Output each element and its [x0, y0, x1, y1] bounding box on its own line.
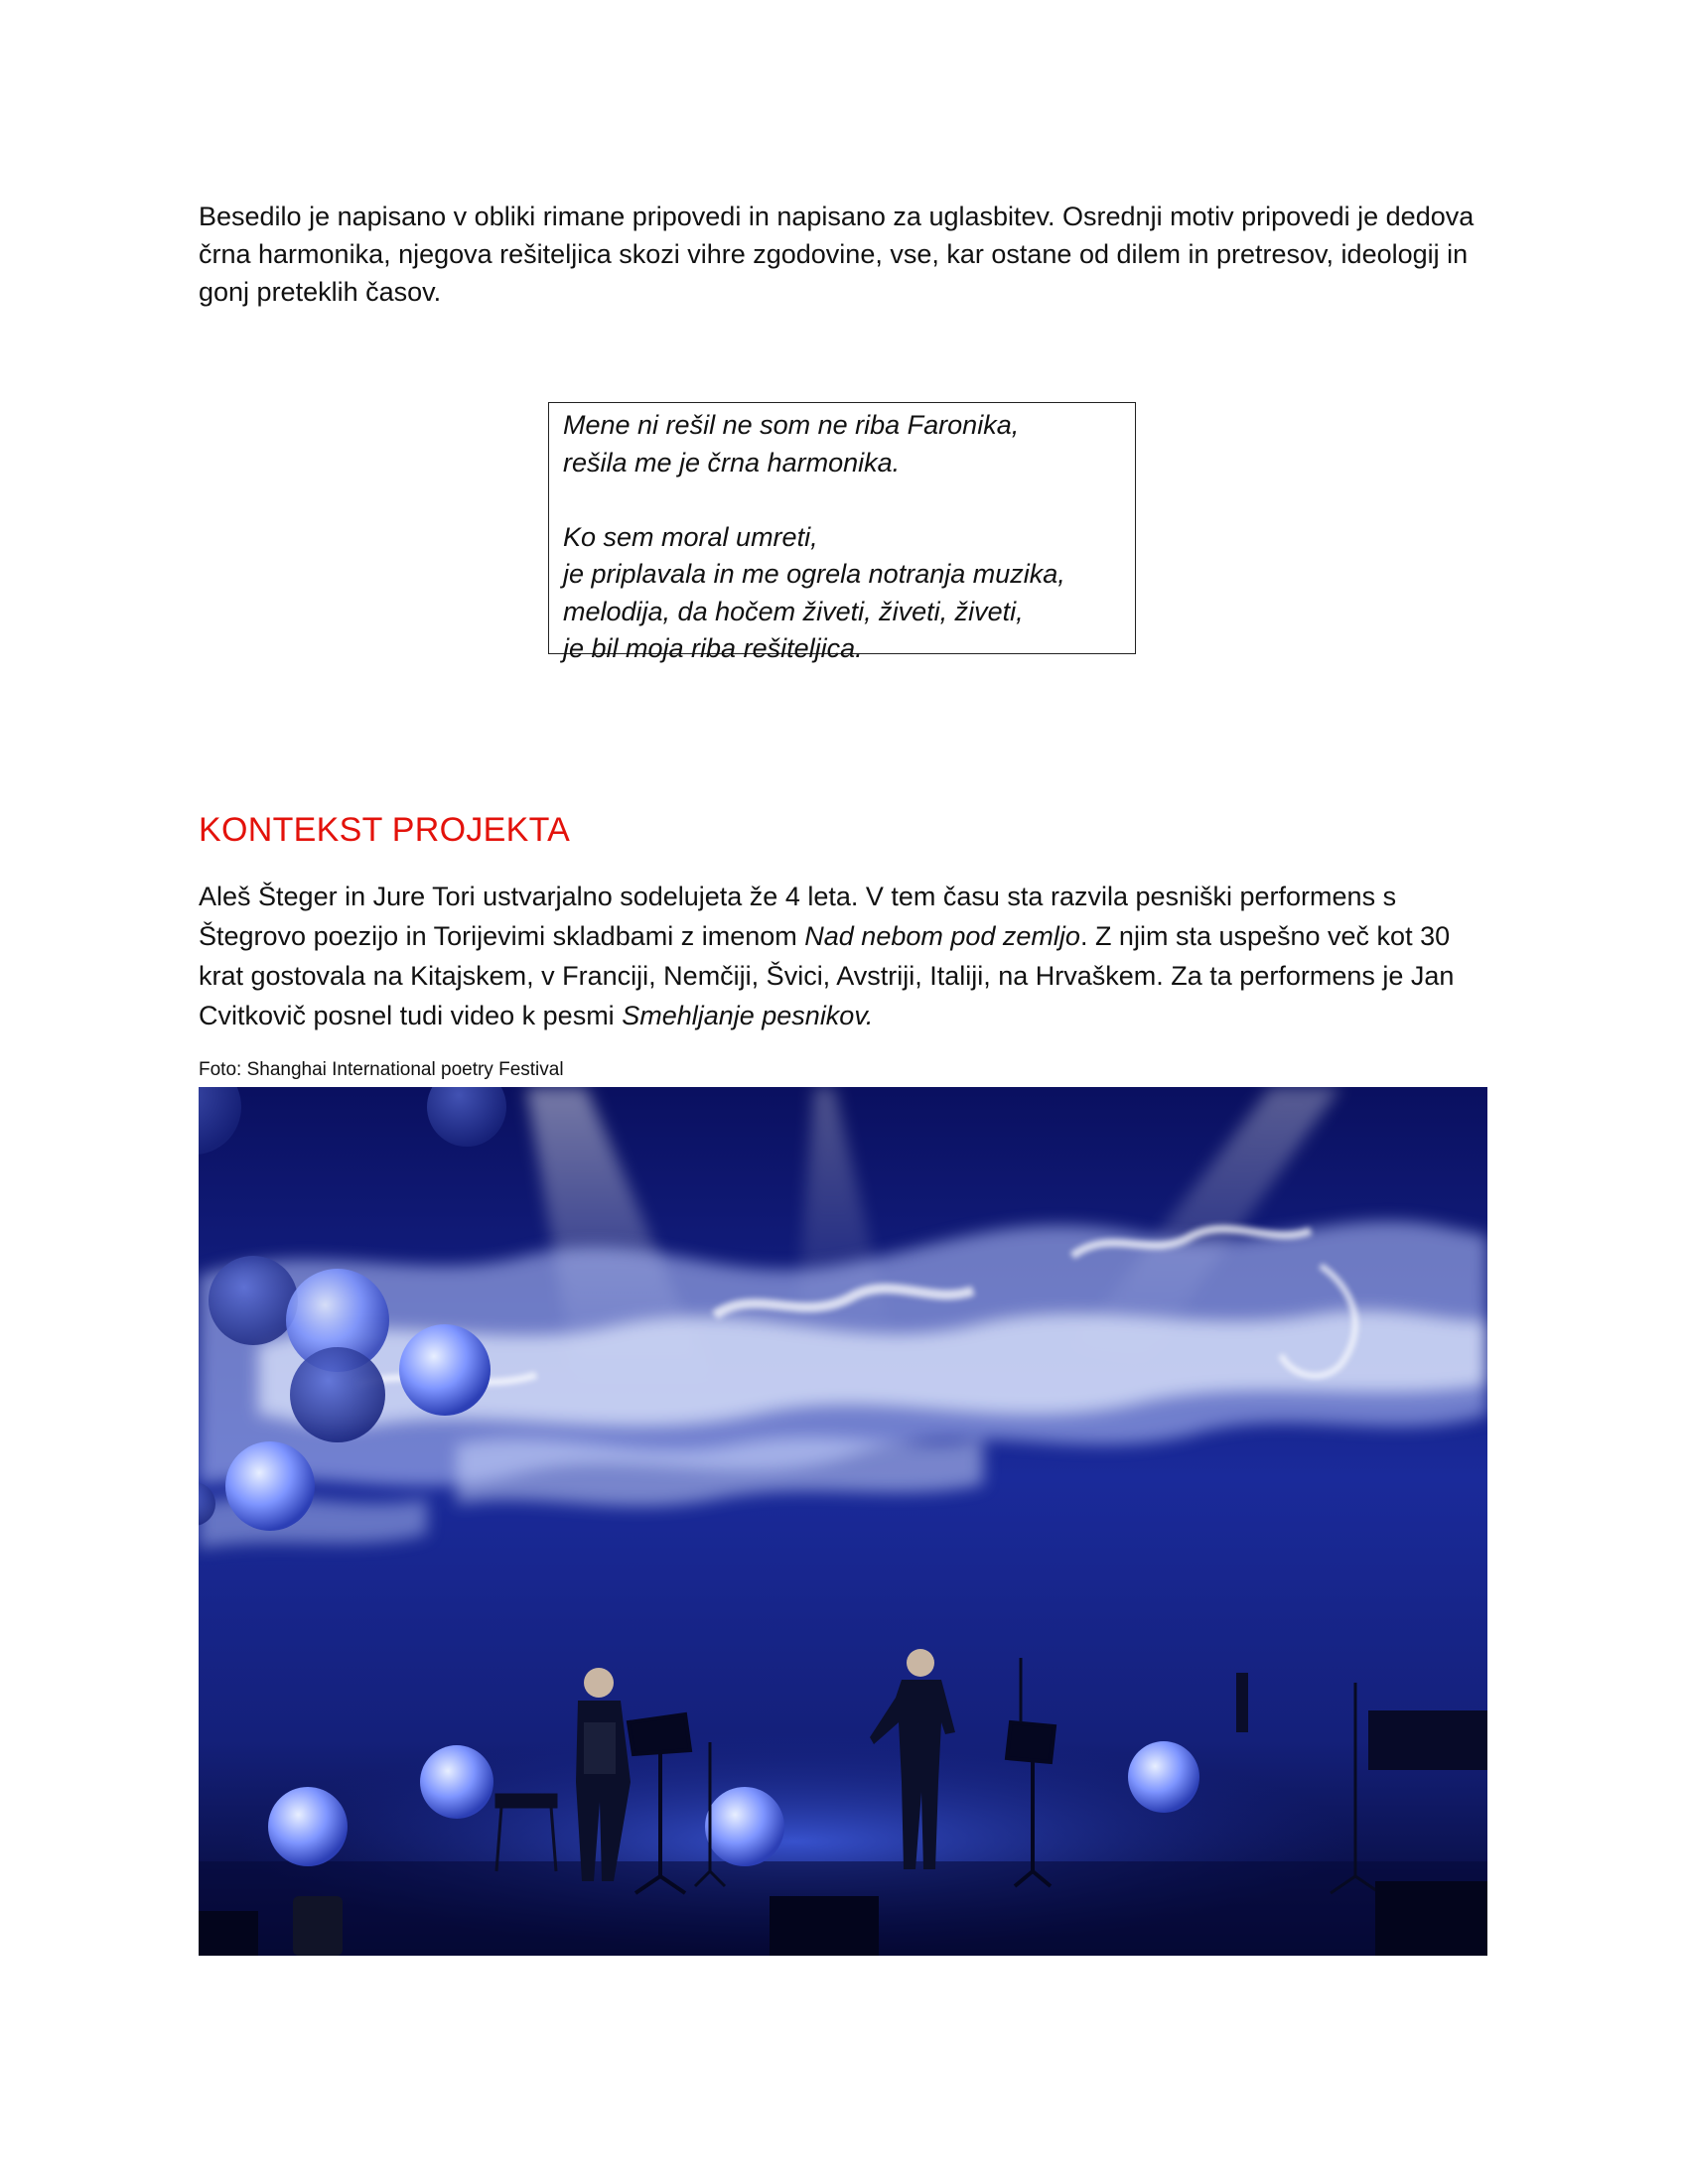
floor-ball: [268, 1787, 348, 1866]
video-title: Smehljanje pesnikov.: [622, 1001, 874, 1030]
poem-line: je priplavala in me ogrela notranja muzika,: [563, 559, 1065, 589]
stage-light-icon: [293, 1896, 343, 1956]
speaker-column: [1236, 1673, 1248, 1732]
stanza-gap: [563, 481, 1135, 519]
floor-ball: [420, 1745, 493, 1819]
poem-quote-box: [548, 402, 1136, 663]
floating-ball: [399, 1324, 491, 1416]
poem-line: rešila me je črna harmonika.: [563, 447, 901, 478]
poem-line: melodija, da hočem živeti, živeti, živeti,: [563, 596, 1024, 626]
context-paragraph: [199, 877, 1489, 1035]
section-heading: KONTEKST PROJEKTA: [199, 811, 571, 849]
floating-ball: [290, 1347, 385, 1442]
poem-line: Ko sem moral umreti,: [563, 521, 818, 552]
intro-paragraph: Besedilo je napisano v obliki rimane pripovedi in napisano za uglasbitev. Osrednji motiv pripovedi je dedova črna harmonika, njegova rešiteljica skozi vihre zgodovine, vse, kar ostane od dilem in pretresov, ideologij in gonj preteklih časov.: [199, 202, 1475, 307]
floating-ball: [225, 1441, 315, 1531]
side-table: [1368, 1710, 1487, 1770]
stage-photo: [199, 1087, 1487, 1956]
floor-ball: [705, 1787, 784, 1866]
poem-line: Mene ni rešil ne som ne riba Faronika,: [563, 410, 1020, 440]
poem-line: je bil moja riba rešiteljica.: [563, 633, 863, 663]
context-text: . Z njim sta uspešno več kot 30 krat gostovala na Kitajskem, v Franciji, Nemčiji, Švici, Avstriji, Italiji, na Hrvaškem. Za ta performens je Jan Cvitkovič posnel tudi video k pesmi: [199, 921, 1455, 1030]
photo-caption: Foto: Shanghai International poetry Festival: [199, 1059, 564, 1080]
context-text: Aleš Šteger in Jure Tori ustvarjalno sodelujeta že 4 leta. V tem času sta razvila pesniški performens s Štegrovo poezijo in Torijevimi skladbami z imenom: [199, 882, 1397, 951]
performance-title: Nad nebom pod zemljo: [804, 921, 1080, 951]
floor-ball: [1128, 1741, 1199, 1813]
floating-ball: [209, 1256, 298, 1345]
